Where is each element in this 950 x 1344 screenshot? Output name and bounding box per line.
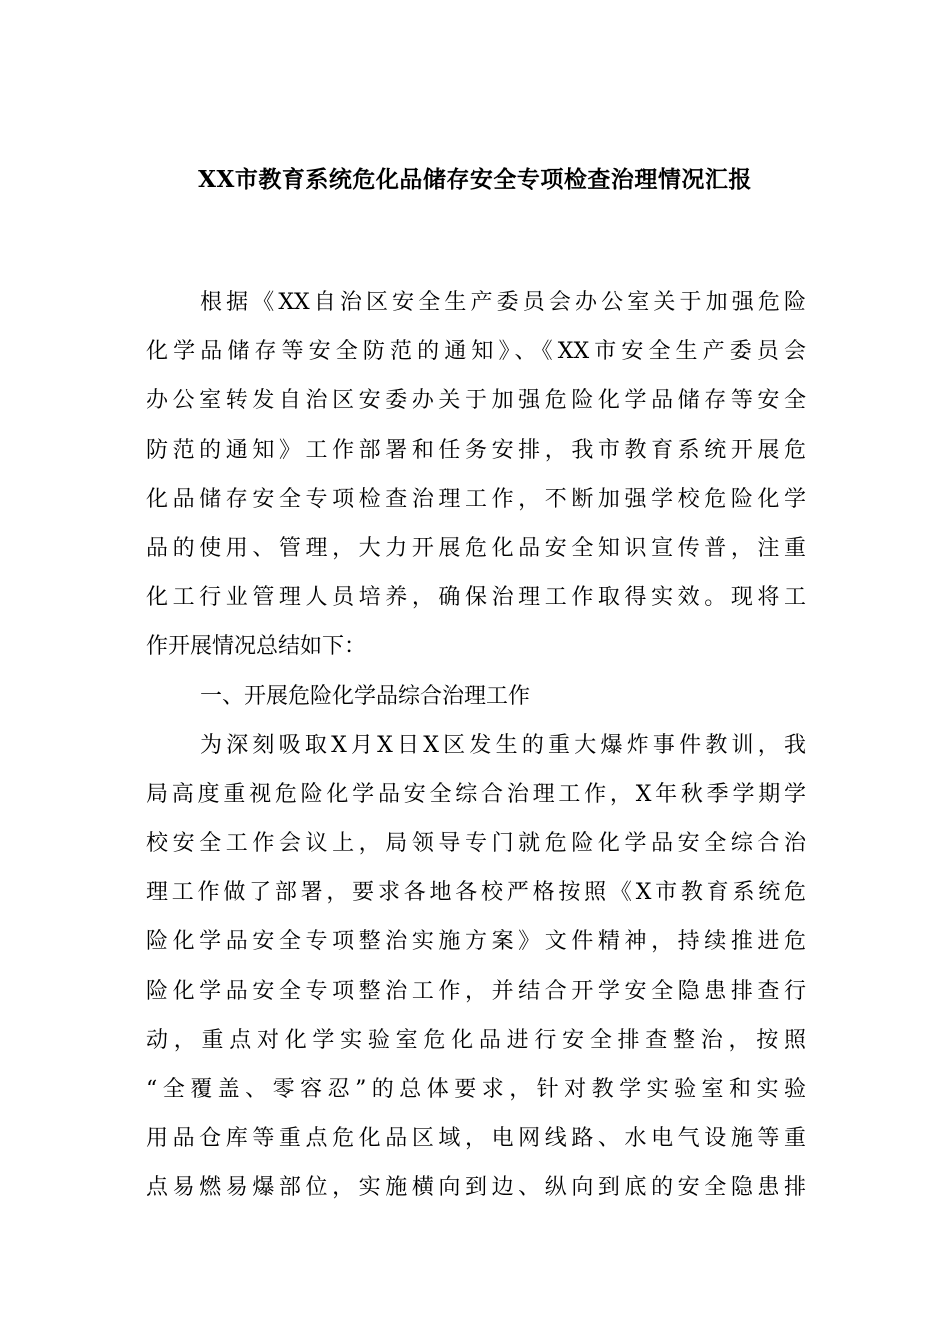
document-title: XX市教育系统危化品储存安全专项检查治理情况汇报 xyxy=(198,166,752,193)
paragraph-line: 局高度重视危险化学品安全综合治理工作，X年秋季学期学 xyxy=(146,781,806,807)
paragraph-line: 防范的通知》工作部署和任务安排，我市教育系统开展危 xyxy=(146,437,806,463)
paragraph-line: 用品仓库等重点危化品区域，电网线路、水电气设施等重 xyxy=(146,1126,806,1152)
paragraph-line: 理工作做了部署，要求各地各校严格按照《X市教育系统危 xyxy=(146,880,806,906)
paragraph-line: 化学品储存等安全防范的通知》、《XX市安全生产委员会 xyxy=(146,339,806,365)
paragraph-line: 点易燃易爆部位，实施横向到边、纵向到底的安全隐患排 xyxy=(146,1175,806,1201)
document-body xyxy=(146,278,806,1213)
paragraph-line: 险化学品安全专项整治实施方案》文件精神，持续推进危 xyxy=(146,929,806,955)
paragraph-line: 根据《XX自治区安全生产委员会办公室关于加强危险 xyxy=(200,290,806,315)
paragraph-line: 化工行业管理人员培养，确保治理工作取得实效。现将工 xyxy=(146,585,806,611)
paragraph-line: 动，重点对化学实验室危化品进行安全排查整治，按照 xyxy=(146,1027,806,1053)
paragraph-line: “全覆盖、零容忍”的总体要求，针对教学实验室和实验 xyxy=(146,1077,806,1102)
paragraph-line: 为深刻吸取X月X日X区发生的重大爆炸事件教训，我 xyxy=(200,732,806,758)
paragraph-line: 品的使用、管理，大力开展危化品安全知识宣传普，注重 xyxy=(146,535,806,561)
paragraph-line: 校安全工作会议上，局领导专门就危险化学品安全综合治 xyxy=(146,831,806,857)
paragraph-line: 作开展情况总结如下： xyxy=(146,634,367,660)
paragraph-line: 办公室转发自治区安委办关于加强危险化学品储存等安全 xyxy=(146,388,806,414)
section-heading: 一、开展危险化学品综合治理工作 xyxy=(200,683,531,709)
paragraph-line: 化品储存安全专项检查治理工作，不断加强学校危险化学 xyxy=(146,486,806,512)
paragraph-line: 险化学品安全专项整治工作，并结合开学安全隐患排查行 xyxy=(146,978,806,1004)
